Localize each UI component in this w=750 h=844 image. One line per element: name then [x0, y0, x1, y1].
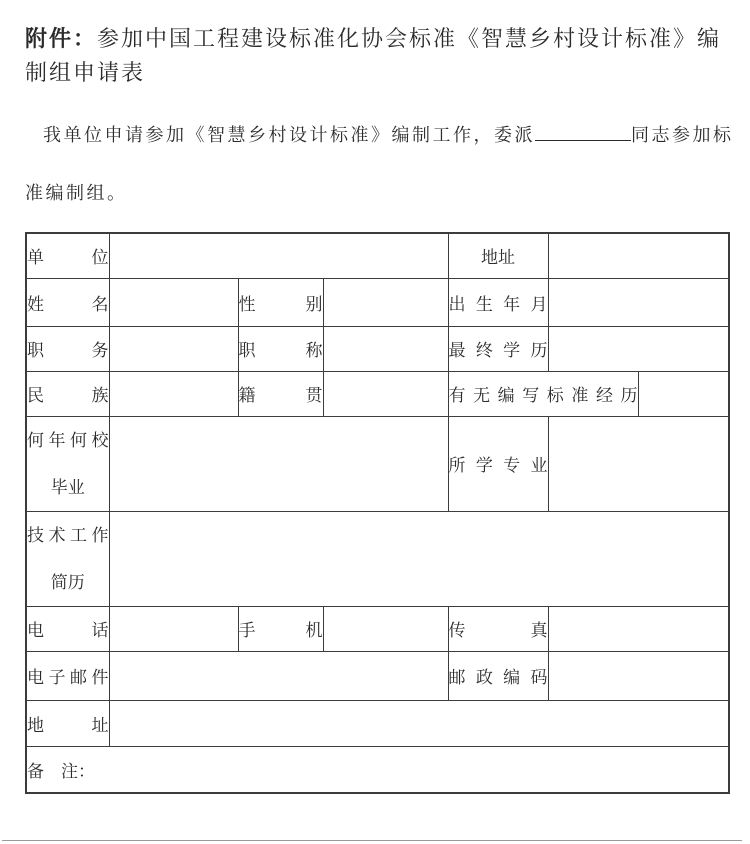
input-unit[interactable] — [109, 233, 448, 278]
field-label-email — [26, 651, 109, 700]
application-form-table — [25, 232, 730, 794]
field-label-graduation — [26, 416, 109, 511]
row-phone — [26, 606, 729, 651]
field-label-education — [448, 326, 548, 371]
attachment-title-prefix: 附件： — [25, 26, 98, 51]
assignee-blank-line[interactable] — [535, 125, 631, 141]
row-unit — [26, 233, 729, 278]
input-education[interactable] — [548, 326, 729, 371]
remarks-cell[interactable] — [26, 746, 729, 793]
field-label-mobile — [238, 606, 323, 651]
field-label-career — [26, 511, 109, 606]
input-mobile[interactable] — [323, 606, 448, 651]
field-label-gender — [238, 278, 323, 326]
field-label-address-top-text: 地址 — [481, 248, 516, 268]
field-label-fax-text: 传 真 — [448, 621, 548, 640]
field-label-standard-experience — [448, 371, 638, 416]
input-address-top[interactable] — [548, 233, 729, 278]
field-label-fax — [448, 606, 548, 651]
row-address-bottom — [26, 700, 729, 746]
field-label-career-line1: 技术工作 — [27, 525, 109, 545]
input-native-place[interactable] — [323, 371, 448, 416]
field-label-native-place — [238, 371, 323, 416]
field-label-professional-title-text: 职 称 — [238, 341, 323, 360]
field-label-postcode — [448, 651, 548, 700]
row-ethnicity — [26, 371, 729, 416]
attachment-title-text: 参加中国工程建设标准化协会标准《智慧乡村设计标准》编制组申请表 — [25, 26, 722, 85]
field-label-unit-text: 单 位 — [27, 248, 109, 268]
input-graduation[interactable] — [109, 416, 448, 511]
field-label-education-text: 最终学历 — [448, 341, 548, 360]
input-address-bottom[interactable] — [109, 700, 729, 746]
row-name — [26, 278, 729, 326]
row-graduation — [26, 416, 729, 511]
field-label-native-place-text: 籍 贯 — [238, 386, 323, 405]
page-bottom-rule — [2, 840, 742, 841]
attachment-title — [25, 22, 725, 90]
field-label-ethnicity — [26, 371, 109, 416]
field-label-gender-text: 性 别 — [238, 294, 323, 314]
field-label-address-top — [448, 233, 548, 278]
row-remarks — [26, 746, 729, 793]
intro-text-after: 同志参加标准编制组。 — [25, 125, 734, 203]
field-label-ethnicity-text: 民 族 — [27, 386, 109, 405]
field-label-phone-text: 电 话 — [27, 621, 109, 640]
input-major[interactable] — [548, 416, 729, 511]
field-label-position-text: 职 务 — [27, 341, 109, 360]
field-label-professional-title — [238, 326, 323, 371]
input-email[interactable] — [109, 651, 448, 700]
input-name[interactable] — [109, 278, 238, 326]
document-page — [0, 22, 750, 794]
field-label-birthdate — [448, 278, 548, 326]
input-standard-experience[interactable] — [638, 371, 729, 416]
input-gender[interactable] — [323, 278, 448, 326]
field-label-mobile-text: 手 机 — [238, 621, 323, 640]
field-label-unit — [26, 233, 109, 278]
input-fax[interactable] — [548, 606, 729, 651]
field-label-remarks-text: 备 注： — [27, 761, 95, 781]
field-label-major-text: 所学专业 — [448, 456, 548, 475]
row-career — [26, 511, 729, 606]
input-career[interactable] — [109, 511, 729, 606]
field-label-email-text: 电子邮件 — [27, 668, 109, 687]
intro-paragraph — [25, 106, 739, 222]
field-label-standard-experience-text: 有无编写标准经历 — [448, 386, 638, 405]
field-label-phone — [26, 606, 109, 651]
field-label-graduation-line1: 何年何校 — [27, 430, 109, 450]
row-email — [26, 651, 729, 700]
input-position[interactable] — [109, 326, 238, 371]
field-label-address-bottom-text: 地 址 — [27, 715, 109, 735]
field-label-postcode-text: 邮政编码 — [448, 668, 548, 687]
input-postcode[interactable] — [548, 651, 729, 700]
input-professional-title[interactable] — [323, 326, 448, 371]
intro-text-before: 我单位申请参加《智慧乡村设计标准》编制工作，委派 — [43, 125, 535, 145]
input-ethnicity[interactable] — [109, 371, 238, 416]
field-label-major — [448, 416, 548, 511]
field-label-name — [26, 278, 109, 326]
field-label-graduation-line2: 毕业 — [50, 477, 85, 497]
row-position — [26, 326, 729, 371]
field-label-name-text: 姓 名 — [27, 294, 109, 314]
field-label-address-bottom — [26, 700, 109, 746]
field-label-career-line2: 简历 — [50, 572, 85, 592]
input-phone[interactable] — [109, 606, 238, 651]
input-birthdate[interactable] — [548, 278, 729, 326]
field-label-position — [26, 326, 109, 371]
field-label-birthdate-text: 出生年月 — [448, 294, 548, 314]
